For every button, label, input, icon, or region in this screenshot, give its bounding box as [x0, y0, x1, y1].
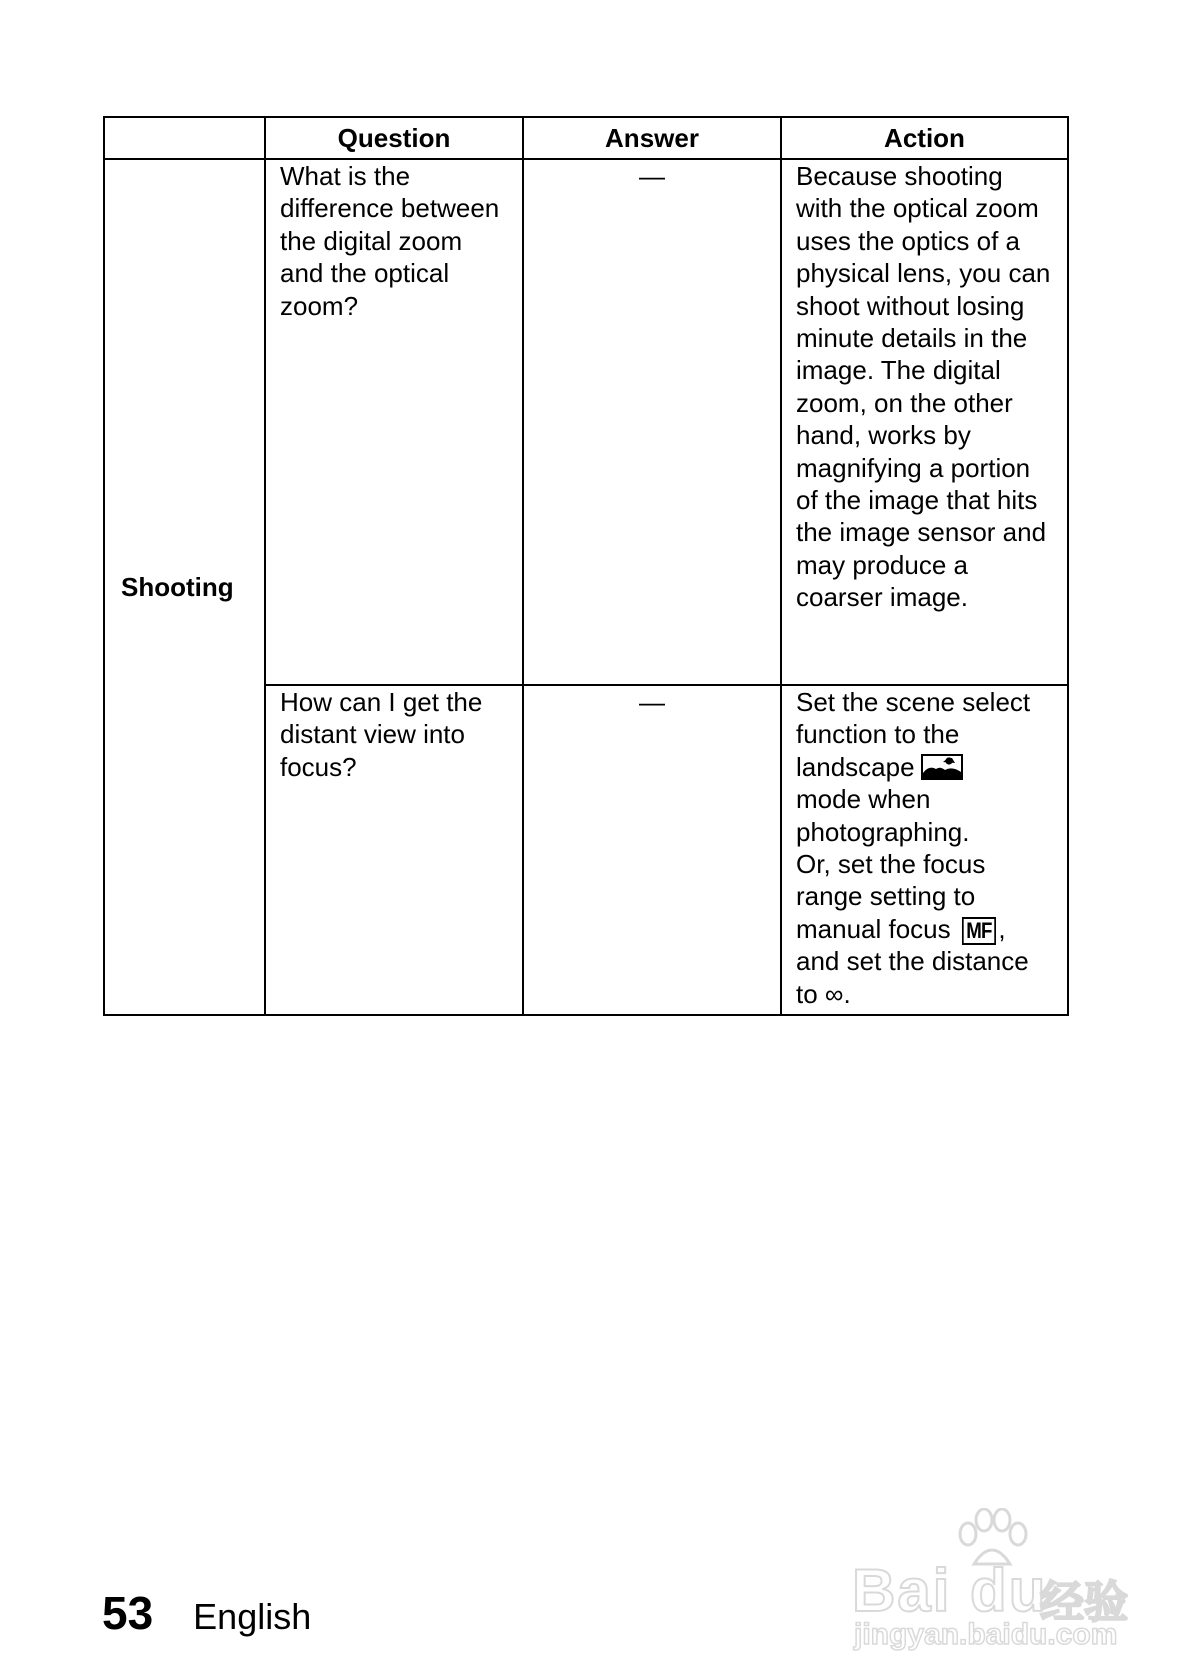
watermark-url: jingyan.baidu.com	[854, 1618, 1118, 1651]
page-footer	[102, 1588, 311, 1642]
faq-table	[103, 116, 1069, 1016]
table-row	[104, 159, 1068, 685]
action-text: , and set the distance to ∞.	[796, 913, 1029, 1009]
page-number: 53	[102, 1587, 154, 1639]
watermark-cn: 经验	[1040, 1578, 1128, 1627]
action-text: Set the scene select function to the landscape	[796, 687, 1031, 782]
action-cell	[781, 685, 1068, 1015]
question-cell: How can I get the distant view into focus?	[265, 685, 523, 1015]
header-answer: Answer	[523, 117, 781, 159]
answer-cell: —	[523, 685, 781, 1015]
page-language: English	[193, 1596, 312, 1637]
answer-cell: —	[523, 159, 781, 685]
action-text: Or, set the focus range setting to manual focus	[796, 849, 986, 944]
header-question: Question	[265, 117, 523, 159]
header-action: Action	[781, 117, 1068, 159]
landscape-mode-icon	[921, 754, 963, 780]
question-cell: What is the difference between the digital zoom and the optical zoom?	[265, 159, 523, 685]
header-category	[104, 117, 265, 159]
watermark-brand: Bai du	[852, 1557, 1048, 1624]
action-cell: Because shooting with the optical zoom uses the optics of a physical lens, you can shoot without losing minute details in the image. The digital zoom, on the other hand, works by magnifying a portion of the image that hits the image sensor and may produce a coarser image.	[781, 159, 1068, 685]
table-header-row	[104, 117, 1068, 159]
category-cell: Shooting	[104, 159, 265, 1015]
watermark	[852, 1508, 1134, 1658]
manual-focus-icon: MF	[962, 917, 996, 945]
action-text: mode when photographing.	[796, 784, 970, 847]
